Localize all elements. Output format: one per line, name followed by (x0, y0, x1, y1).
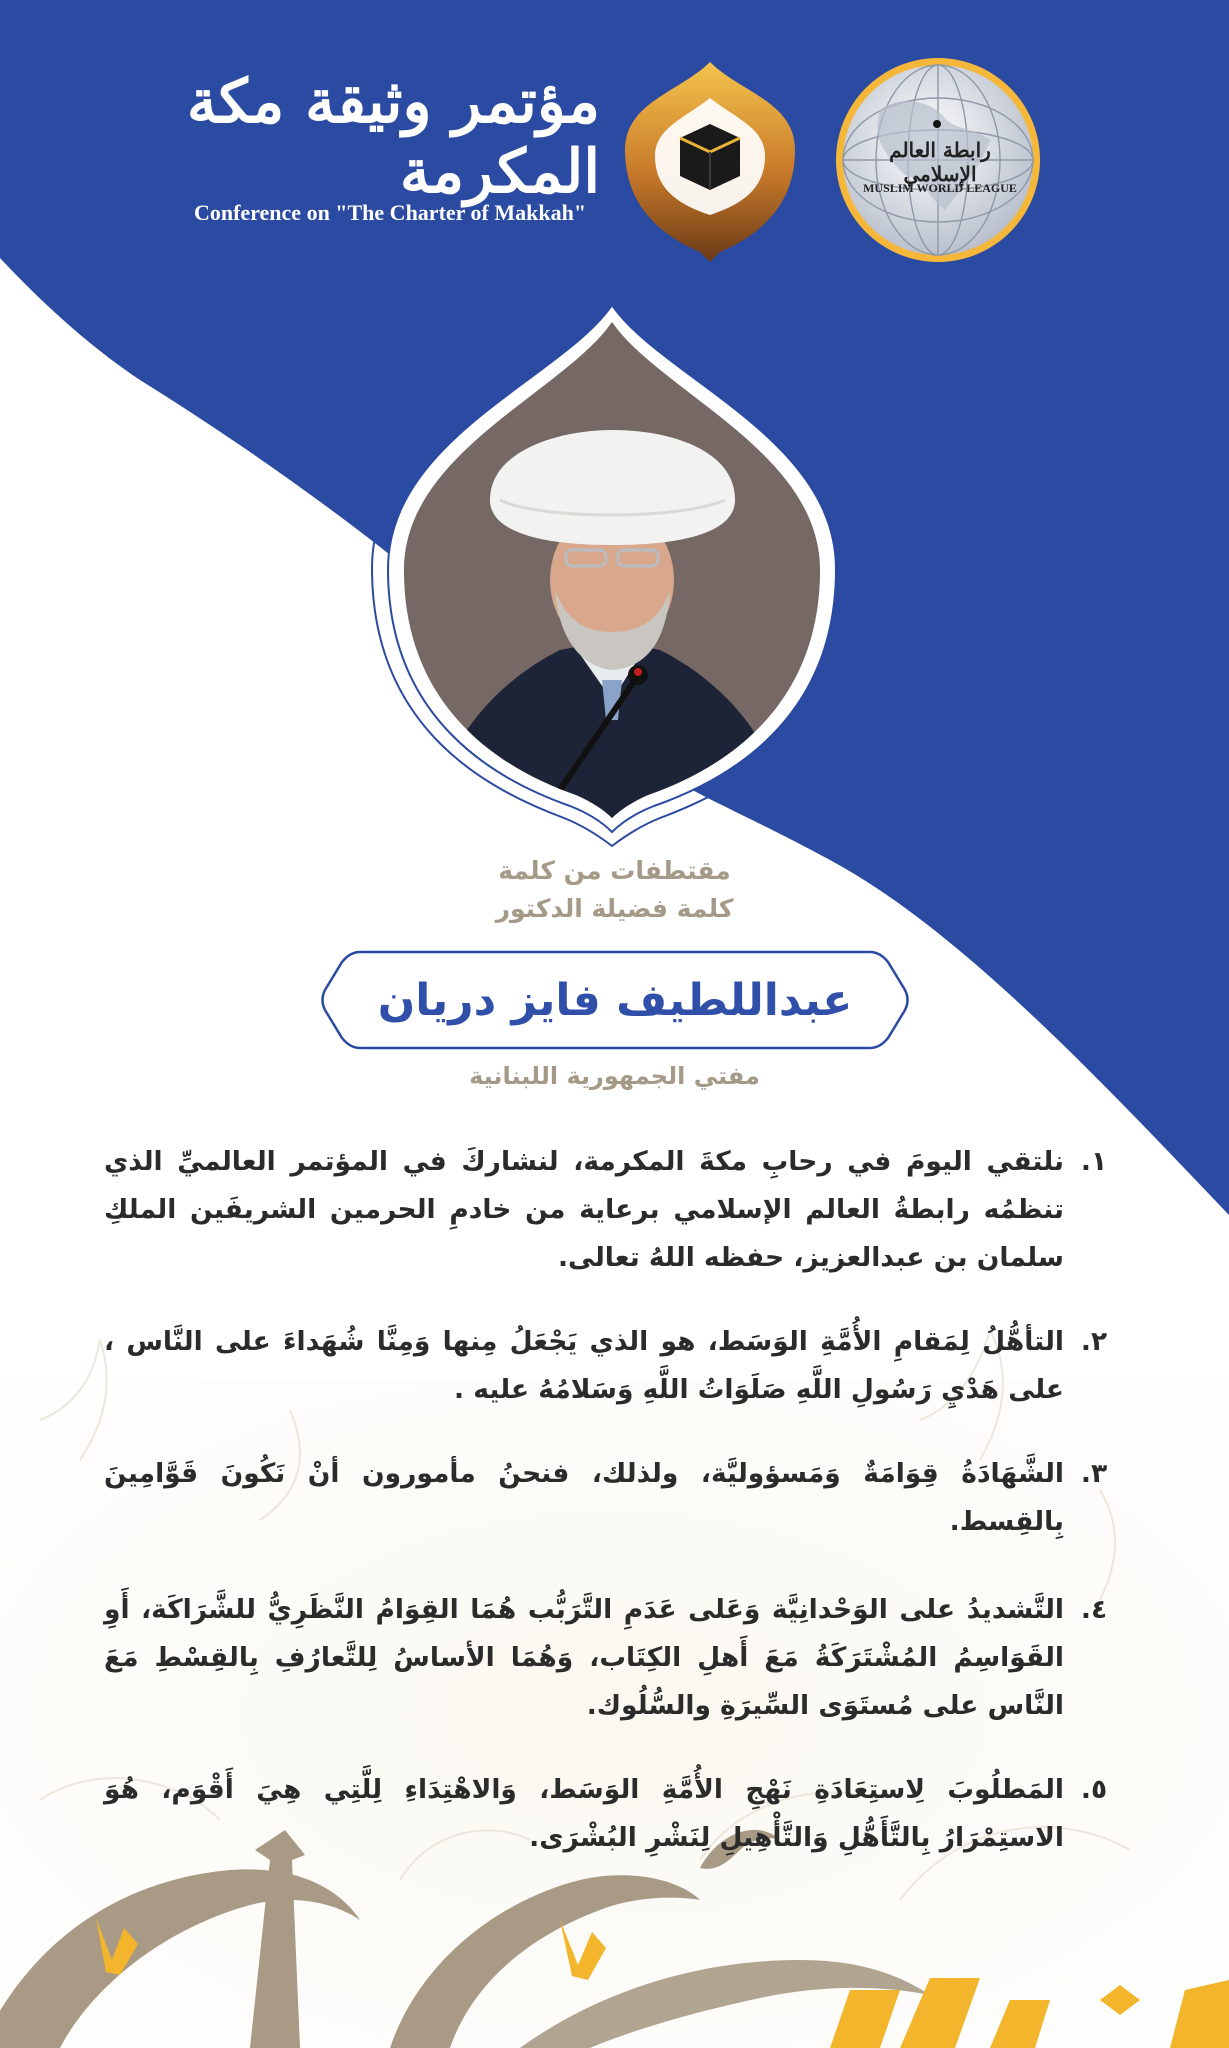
quote-number: ١. (1080, 1146, 1108, 1177)
intro-line-1: مقتطفات من كلمة (498, 856, 731, 885)
quote-number: ٣. (1080, 1458, 1108, 1489)
mwl-logo-label-arabic: رابطة العالم الإسلامي (889, 138, 991, 186)
quote-text: التأهُّلُ لِمَقامِ الأُمَّةِ الوَسَط، هو الذي يَجْعَلُ مِنها وَمِنَّا شُهَداءَ على النَّاس ، على هَدْيِ رَسُولِ اللَّهِ صَلَوَاتُ اللَّهِ وَسَلامُهُ عليه . (104, 1326, 1064, 1405)
quote-item (104, 1138, 1124, 1282)
speaker-role: مفتي الجمهورية اللبنانية (469, 1062, 760, 1090)
quote-text: الشَّهَادَةُ قِوَامَةٌ وَمَسؤوليَّة، ولذلك، فنحنُ مأمورون أنْ نَكُونَ قَوَّامِينَ بِالقِسط. (104, 1458, 1064, 1537)
quote-number: ٥. (1080, 1774, 1108, 1805)
conference-title-english: Conference on "The Charter of Makkah" (193, 200, 587, 225)
quote-item (104, 1450, 1124, 1546)
quote-number: ٢. (1080, 1326, 1108, 1357)
quote-item (104, 1766, 1124, 1862)
speaker-name: عبداللطيف فايز دريان (377, 974, 853, 1026)
conference-title-arabic: مؤتمر وثيقة مكة المكرمة (186, 67, 600, 207)
quote-item (104, 1586, 1124, 1730)
quote-item (104, 1318, 1124, 1414)
mwl-logo-label-english: MUSLIM WORLD LEAGUE (863, 181, 1017, 195)
intro-line-2: كلمة فضيلة الدكتور (495, 894, 734, 923)
quote-text: التَّشديدُ على الوَحْدانِيَّة وَعَلى عَدَمِ التَّرَبُّب هُمَا القِوَامُ النَّظَرِيُّ للشَّرَاكَة، أَوِ القَوَاسِمُ المُشْتَرَكَةُ مَعَ أَهلِ الكِتَاب، وَهُمَا الأساسُ لِلتَّعارُفِ بِالقِسْطِ مَعَ النَّاس على مُستَوَى السِّيرَةِ والسُّلُوك. (104, 1594, 1064, 1721)
quote-text: نلتقي اليومَ في رحابِ مكةَ المكرمة، لنشاركَ في المؤتمر العالميِّ الذي تنظمُه رابطةُ العالم الإسلامي برعاية من خادمِ الحرمين الشريفَين الملكِ سلمان بن عبدالعزيز، حفظه اللهُ تعالى. (104, 1146, 1064, 1273)
quotes-list (104, 1138, 1124, 1898)
quote-text: المَطلُوبَ لِاستِعَادَةِ نَهْجِ الأُمَّةِ الوَسَط، وَالاهْتِدَاءِ لِلَّتِي هِيَ أَقْوَم، هُوَ الاستِمْرَارُ بِالتَّأَهُّلِ وَالتَّأْهِيلِ لِنَشْرِ البُشْرَى. (104, 1774, 1064, 1853)
quote-number: ٤. (1080, 1594, 1108, 1625)
